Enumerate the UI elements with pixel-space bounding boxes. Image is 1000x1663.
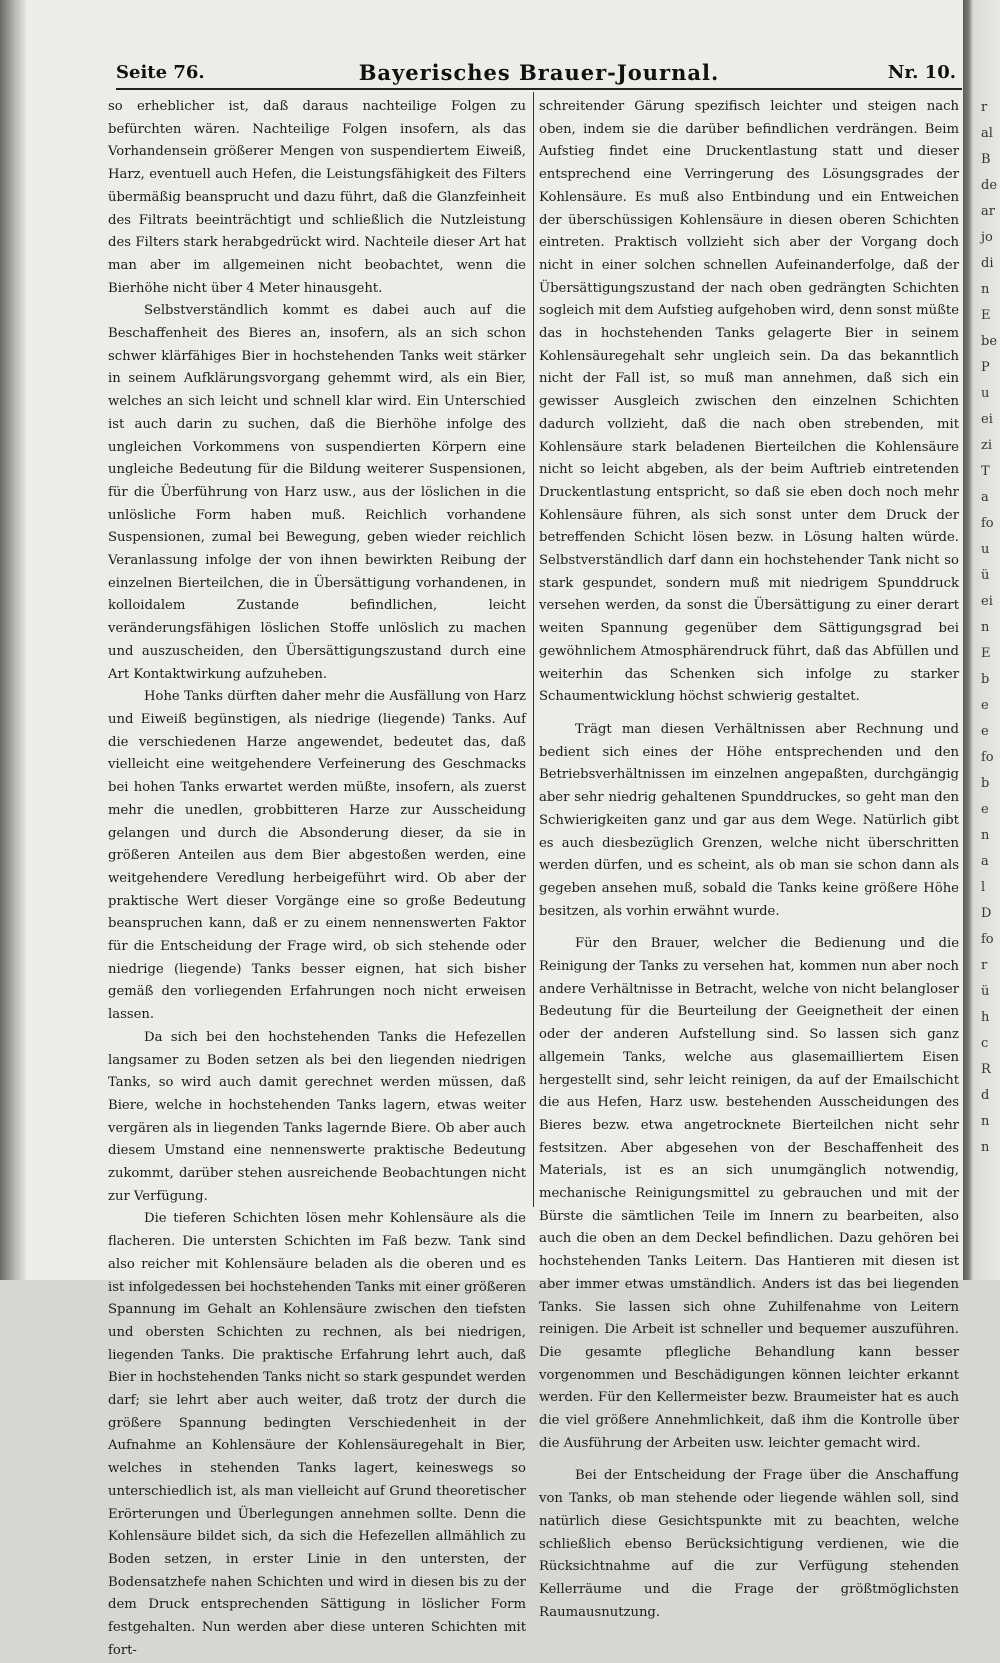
next-page-fragment: fo [981, 750, 994, 765]
next-page-fragment: n [981, 620, 990, 635]
next-page-fragment: ei [981, 594, 993, 609]
paragraph: Für den Brauer, welcher die Bedienung und die Reinigung der Tanks zu versehen hat, kommen nun aber noch andere Verhältnisse in Betracht, welche von nicht belangloser Bedeutung für die Beurteilung der Geeignetheit der einen oder der anderen Aufstellung sind. So lassen sich ganz allgemein Tanks, welche aus glasemailliertem Eisen hergestellt sind, sehr leicht reinigen, da auf der Emailschicht die aus Hefen, Harz usw. bestehenden Ausscheidungen des Bieres bezw. etwa angetrocknete Bierteilchen nicht sehr festsitzen. Aber abgesehen von der Beschaffenheit des Materials, ist es an sich unumgänglich notwendig, mechanische Reinigungsmittel zu gebrauchen und mit der Bürste die sämtlichen Teile im Innern zu bearbeiten, also auch die oben an dem Deckel befindlichen. Dazu gehören bei hochstehenden Tanks Leitern. Das Hantieren mit diesen ist aber immer etwas umständlich. Anders ist das bei liegenden Tanks. Sie lassen sich ohne Zuhilfenahme von Leitern reinigen. Die Arbeit ist schneller und bequemer auszuführen. Die gesamte pflegliche Behandlung kann besser vorgenommen und Beschädigungen können leichter erkannt werden. Für den Kellermeister bezw. Braumeister hat es auch die viel größere Annehmlichkeit, daß ihm die Kontrolle über die Ausführung der Arbeiten usw. leichter gemacht wird. [539, 936, 959, 1451]
next-page-fragment: fo [981, 516, 994, 531]
page-binding-shadow [0, 0, 26, 1280]
next-page-fragment: de [981, 178, 998, 193]
next-page-fragment: zi [981, 438, 993, 453]
next-page-fragment: ei [981, 412, 993, 427]
next-page-fragment: B [981, 152, 991, 167]
next-page-fragment: al [981, 126, 993, 141]
next-page-fragment: R [981, 1062, 991, 1077]
paragraph: Selbstverständlich kommt es dabei auch auf die Beschaffenheit des Bieres an, insofern, als an sich schon schwer klärfähiges Bier in hochstehenden Tanks weit stärker in seinem Aufklärungsvorgang gehemmt wird, als ein Bier, welches an sich leicht und schnell klar wird. Ein Unterschied ist auch darin zu suchen, daß die Bierhöhe infolge des ungleichen Vorkommens von suspendierten Körpern eine ungleiche Bedeutung für die Bildung weiterer Suspensionen, für die Überführung von Harz usw., aus der löslichen in die unlösliche Form haben muß. Reichlich vorhandene Suspensionen, zumal bei Bewegung, geben wieder reichlich Veranlassung infolge der von ihnen bewirkten Reibung der einzelnen Bierteilchen, die in Übersättigung vorhandenen, in kolloidalem Zustande befindlichen, leicht veränderungsfähigen löslichen Stoffe unlöslich zu machen und auszuscheiden, den Übersättigungszustand durch eine Art Kontaktwirkung aufzuheben. [108, 303, 526, 682]
next-page-fragment: ü [981, 568, 990, 583]
page-number: Seite 76. [116, 62, 205, 83]
paragraph: Da sich bei den hochstehenden Tanks die Hefezellen langsamer zu Boden setzen als bei den liegenden niedrigen Tanks, so wird auch damit gerechnet werden müssen, daß Biere, welche in hochstehenden Tanks lagern, etwas weiter vergären als in liegenden Tanks lagernde Biere. Ob aber auch diesem Umstand eine nennenswerte praktische Bedeutung zukommt, darüber stehen ausreichende Beobachtungen nicht zur Verfügung. [108, 1029, 526, 1204]
next-page-fragment: l [981, 880, 986, 895]
next-page-fragment: c [981, 1036, 989, 1051]
paragraph: schreitender Gärung spezifisch leichter und steigen nach oben, indem sie die darüber befindlichen verdrängen. Beim Aufstieg findet eine Druckentlastung statt und dieser entsprechend eine Verringerung des Lösungsgrades der Kohlensäure. Es muß also Entbindung und ein Entweichen der überschüssigen Kohlensäure in diesen oberen Schichten eintreten. Praktisch vollzieht sich aber der Vorgang doch nicht in einer solchen schnellen Aufeinanderfolge, daß der Übersättigungszustand der nach oben gedrängten Schichten sogleich mit dem Aufstieg aufgehoben wird, denn sonst müßte das in hochstehenden Tanks gelagerte Bier in seinem Kohlensäuregehalt sehr ungleich sein. Da das bekanntlich nicht der Fall ist, so muß man annehmen, daß sich ein gewisser Ausgleich zwischen den einzelnen Schichten dadurch vollzieht, daß die nach oben strebenden, mit Kohlensäure stark beladenen Bierteilchen die Kohlensäure nicht so leicht abgeben, als der beim Auftrieb eintretenden Druckentlastung entspricht, so daß sie eben doch noch mehr Kohlensäure führen, als sich sonst unter dem Druck der betreffenden Schicht lösen bezw. in Lösung halten würde. Selbstverständlich darf dann ein hochstehender Tank nicht so stark gespundet, sondern muß mit niedrigem Spunddruck versehen werden, da sonst die Übersättigung zu einer derart weiten Spannung gegenüber dem Sättigungsgrad bei gewöhnlichem Atmosphärendruck führt, daß das Abfüllen und weiterhin das Schenken sich infolge zu starker Schaumentwicklung höchst schwierig gestaltet. [539, 99, 959, 705]
paragraph: Hohe Tanks dürften daher mehr die Ausfällung von Harz und Eiweiß begünstigen, als niedrige (liegende) Tanks. Auf die verschiedenen Harze angewendet, bedeutet das, daß vielleicht eine weitgehendere Verfeinerung des Geschmacks bei hohen Tanks erwartet werden müßte, insofern, als zuerst mehr die unedlen, grobbitteren Harze zur Ausscheidung gelangen und durch die Absonderung dieser, da sie in größeren Anteilen aus dem Bier abgestoßen werden, eine weitgehendere Veredlung herbeigeführt wird. Ob aber der praktische Wert dieser Vorgänge eine so große Bedeutung beanspruchen kann, daß er zu einem nennenswerten Faktor für die Entscheidung der Frage wird, ob sich stehende oder niedrige (liegende) Tanks besser eignen, hat sich bisher gemäß den vorliegenden Erfahrungen noch nicht erweisen lassen. [108, 689, 526, 1023]
next-page-fragment: P [981, 360, 990, 375]
next-page-fragment: r [981, 958, 988, 973]
column-divider [533, 92, 534, 1207]
next-page-edge [963, 0, 1000, 1280]
issue-number: Nr. 10. [887, 62, 956, 83]
next-page-fragment: di [981, 256, 994, 271]
next-page-fragment: D [981, 906, 992, 921]
next-page-fragment: be [981, 334, 998, 349]
next-page-fragment: n [981, 1140, 990, 1155]
next-page-fragment: n [981, 828, 990, 843]
paragraph: Die tieferen Schichten lösen mehr Kohlensäure als die flacheren. Die untersten Schichten im Faß bezw. Tank sind also reicher mit Kohlensäure beladen als die oberen und es ist infolgedessen bei hochstehenden Tanks mit einer größeren Spannung im Gehalt an Kohlensäure zwischen den tiefsten und obersten Schichten zu rechnen, als bei niedrigen, liegenden Tanks. Die praktische Erfahrung lehrt auch, daß Bier in hochstehenden Tanks nicht so stark gespundet werden darf; sie lehrt aber auch weiter, daß trotz der durch die größere Spannung bedingten Verschiedenheit in der Aufnahme an Kohlensäure der Kohlensäuregehalt in Bier, welches in stehenden Tanks lagert, keineswegs so unterschiedlich ist, als man vielleicht auf Grund theoretischer Erörterungen und Überlegungen annehmen sollte. Denn die Kohlensäure bildet sich, da sich die Hefezellen allmählich zu Boden setzen, in erster Linie in den untersten, der Bodensatzhefe nahen Schichten und wird in diesen bis zu der dem Druck entsprechenden Sättigung in löslicher Form festgehalten. Nun werden aber diese unteren Schichten mit fort- [108, 1211, 526, 1658]
next-page-fragment: T [981, 464, 990, 479]
next-page-fragment: ar [981, 204, 995, 219]
next-page-fragment: E [981, 308, 991, 323]
next-page-fragment: jo [981, 230, 993, 245]
next-page-fragment: d [981, 1088, 990, 1103]
right-column [539, 96, 959, 1624]
next-page-fragment: h [981, 1010, 990, 1025]
journal-title: Bayerisches Brauer-Journal. [358, 60, 720, 85]
page-header [116, 58, 962, 90]
next-page-fragment: n [981, 282, 990, 297]
next-page-fragment: b [981, 672, 990, 687]
next-page-fragment: b [981, 776, 990, 791]
next-page-fragment: u [981, 386, 990, 401]
next-page-fragment: e [981, 724, 989, 739]
next-page-fragment: e [981, 698, 989, 713]
next-page-fragment: r [981, 100, 988, 115]
next-page-fragment: a [981, 490, 989, 505]
paragraph: Bei der Entscheidung der Frage über die Anschaffung von Tanks, ob man stehende oder liegende wählen soll, sind natürlich diese Gesichtspunkte mit zu beachten, welche schließlich ebenso Berücksichtigung verdienen, wie die Rücksichtnahme auf die zur Verfügung stehenden Kellerräume und die Frage der größtmöglichsten Raumausnutzung. [539, 1468, 959, 1620]
next-page-fragment: fo [981, 932, 994, 947]
left-column [108, 96, 526, 1663]
next-page-fragment: ü [981, 984, 990, 999]
next-page-fragment: E [981, 646, 991, 661]
next-page-fragment: a [981, 854, 989, 869]
paragraph: so erheblicher ist, daß daraus nachteilige Folgen zu befürchten wären. Nachteilige Folgen insofern, als das Vorhandensein größerer Mengen von suspendiertem Eiweiß, Harz, eventuell auch Hefen, die Leistungsfähigkeit des Filters übermäßig beansprucht und dazu führt, daß die Glanzfeinheit des Filtrats beeinträchtigt und schließlich die Nutzleistung des Filters stark herabgedrückt wird. Nachteile dieser Art hat man aber im allgemeinen nicht beobachtet, wenn die Bierhöhe nicht über 4 Meter hinausgeht. [108, 99, 526, 296]
paragraph: Trägt man diesen Verhältnissen aber Rechnung und bedient sich eines der Höhe entsprechenden und den Betriebsverhältnissen im einzelnen angepaßten, durchgängig aber sehr niedrig gehaltenen Spunddruckes, so geht man den Schwierigkeiten ganz und gar aus dem Wege. Natürlich gibt es auch diesbezüglich Grenzen, welche nicht überschritten werden dürfen, und es scheint, als ob man sie schon dann als gegeben ansehen muß, sobald die Tanks keine größere Höhe besitzen, als vorhin erwähnt wurde. [539, 721, 959, 919]
next-page-fragment: n [981, 1114, 990, 1129]
next-page-fragment: e [981, 802, 989, 817]
next-page-fragment: u [981, 542, 990, 557]
